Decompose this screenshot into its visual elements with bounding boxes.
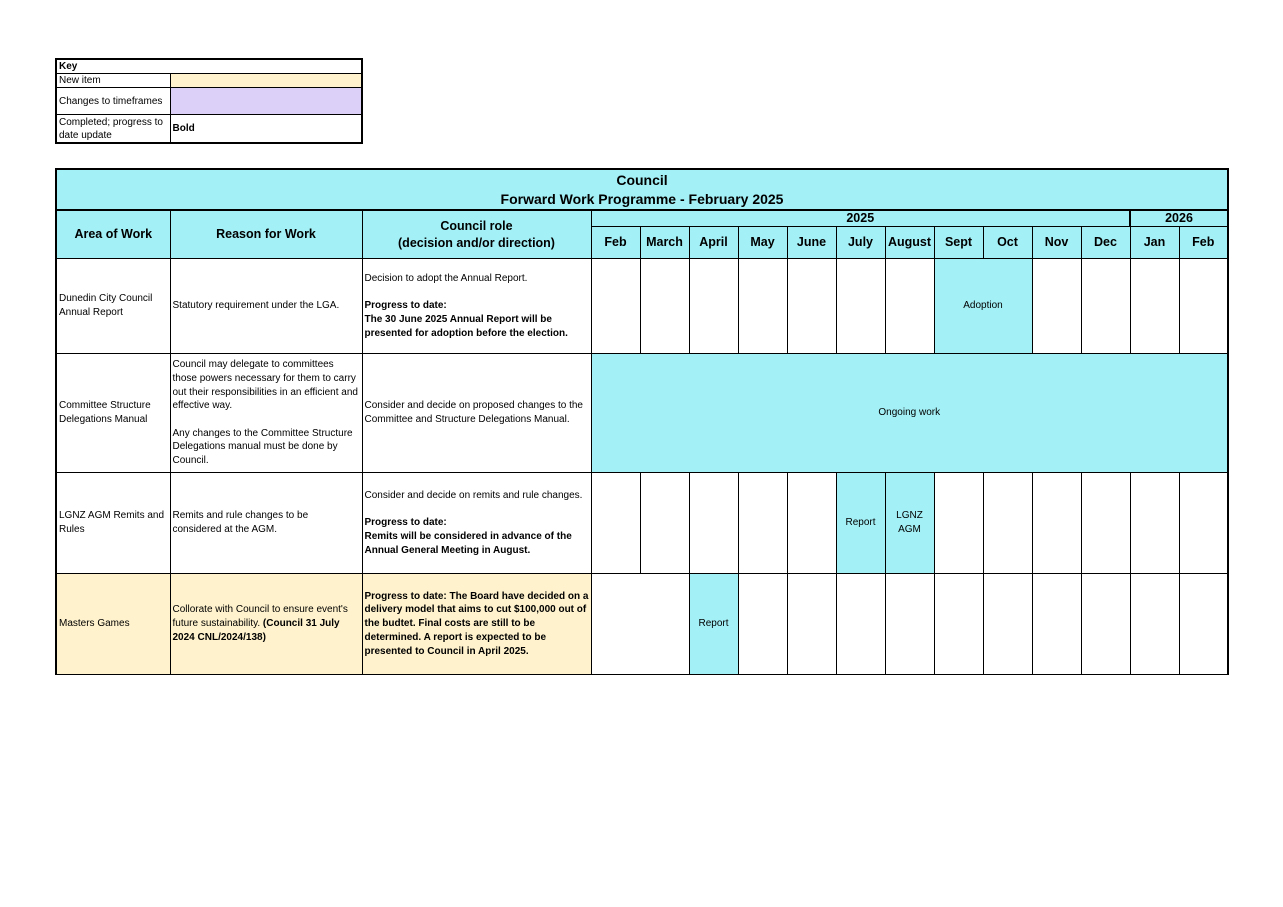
key-changes-swatch [170, 88, 362, 115]
row-role-lgnz [362, 473, 591, 574]
header-month-feb: Feb [591, 227, 640, 259]
header-month-jan: Jan [1130, 227, 1179, 259]
timeline-cell [1032, 259, 1081, 354]
table-title [56, 169, 1228, 210]
timeline-cell [640, 473, 689, 574]
row-area-annual-report: Dunedin City Council Annual Report [56, 259, 170, 354]
key-new-item-label: New item [56, 74, 170, 88]
key-completed-swatch: Bold [170, 115, 362, 144]
row-area-masters-games: Masters Games [56, 574, 170, 675]
timeline-cell [885, 259, 934, 354]
table-row [56, 354, 1228, 473]
timeline-cell [689, 259, 738, 354]
timeline-august-lgnz-agm: LGNZ AGM [885, 473, 934, 574]
timeline-cell [836, 259, 885, 354]
forward-work-programme-table [55, 168, 1229, 675]
timeline-cell [787, 473, 836, 574]
timeline-cell [934, 574, 983, 675]
progress-label: Progress to date: [364, 517, 447, 529]
header-council-role-line1: Council role [440, 218, 513, 233]
timeline-cell [1032, 473, 1081, 574]
timeline-cell [983, 574, 1032, 675]
header-council-role [362, 210, 591, 259]
row-reason-committee-structure [170, 354, 362, 473]
header-reason-for-work: Reason for Work [170, 210, 362, 259]
header-month-nov: Nov [1032, 227, 1081, 259]
timeline-ongoing-work: Ongoing work [591, 354, 1228, 473]
header-month-dec: Dec [1081, 227, 1130, 259]
timeline-cell [934, 473, 983, 574]
timeline-cell [591, 574, 689, 675]
timeline-cell [1081, 473, 1130, 574]
header-month-august: August [885, 227, 934, 259]
key-title: Key [56, 59, 362, 74]
key-table [55, 58, 363, 144]
table-row [56, 574, 1228, 675]
timeline-april-report: Report [689, 574, 738, 675]
timeline-cell [640, 259, 689, 354]
timeline-cell [1179, 473, 1228, 574]
table-row [56, 259, 1228, 354]
row-area-committee-structure: Committee Structure Delegations Manual [56, 354, 170, 473]
header-month-july: July [836, 227, 885, 259]
row-area-lgnz: LGNZ AGM Remits and Rules [56, 473, 170, 574]
timeline-cell [1130, 574, 1179, 675]
header-month-june: June [787, 227, 836, 259]
title-line: Council [616, 171, 668, 188]
progress-text: The 30 June 2025 Annual Report will be presented for adoption before the election. [364, 313, 568, 339]
reason-paragraph-2: Any changes to the Committee Structure Delegations manual must be done by Council. [172, 427, 353, 467]
timeline-cell [1081, 574, 1130, 675]
timeline-cell [1179, 574, 1228, 675]
header-month-april: April [689, 227, 738, 259]
timeline-cell [1130, 473, 1179, 574]
timeline-july-report: Report [836, 473, 885, 574]
row-role-annual-report [362, 259, 591, 354]
row-reason-lgnz: Remits and rule changes to be considered at the AGM. [170, 473, 362, 574]
key-new-item-swatch [170, 74, 362, 88]
timeline-cell [738, 259, 787, 354]
timeline-cell [689, 473, 738, 574]
header-month-feb-2026: Feb [1179, 227, 1228, 259]
timeline-cell [738, 574, 787, 675]
reason-plain: Collorate with Council to ensure event's future sustainability. [172, 604, 348, 630]
header-month-sept: Sept [934, 227, 983, 259]
key-changes-label: Changes to timeframes [56, 88, 170, 115]
row-role-committee-structure: Consider and decide on proposed changes to the Committee and Structure Delegations Manual. [362, 354, 591, 473]
header-council-role-line2: (decision and/or direction) [398, 235, 555, 250]
role-text: Decision to adopt the Annual Report. [364, 272, 528, 284]
row-reason-annual-report: Statutory requirement under the LGA. [170, 259, 362, 354]
header-year-2025: 2025 [591, 210, 1130, 227]
timeline-cell [885, 574, 934, 675]
timeline-cell [738, 473, 787, 574]
header-year-2026: 2026 [1130, 210, 1228, 227]
timeline-cell [836, 574, 885, 675]
header-month-march: March [640, 227, 689, 259]
key-completed-label: Completed; progress to date update [56, 115, 170, 144]
subtitle-line: Forward Work Programme - February 2025 [500, 190, 784, 207]
role-text: Consider and decide on remits and rule changes. [364, 489, 583, 501]
timeline-cell [1179, 259, 1228, 354]
timeline-cell [591, 259, 640, 354]
progress-label: Progress to date: [364, 300, 447, 312]
row-role-masters-games: Progress to date: The Board have decided on a delivery model that aims to cut $100,000 out of the budtet. Final costs are still to be determined. A report is expected to be presented to Council in April 2025. [362, 574, 591, 675]
row-reason-masters-games [170, 574, 362, 675]
timeline-cell [1130, 259, 1179, 354]
timeline-adoption: Adoption [934, 259, 1032, 354]
reason-reference: (Council 31 July 2024 CNL/2024/138) [172, 618, 340, 643]
timeline-cell [983, 473, 1032, 574]
header-month-oct: Oct [983, 227, 1032, 259]
timeline-cell [1081, 259, 1130, 354]
timeline-cell [1032, 574, 1081, 675]
timeline-cell [787, 259, 836, 354]
progress-text: Remits will be considered in advance of the Annual General Meeting in August. [364, 530, 572, 556]
timeline-cell [591, 473, 640, 574]
timeline-cell [787, 574, 836, 675]
header-month-may: May [738, 227, 787, 259]
table-row [56, 473, 1228, 574]
header-area-of-work: Area of Work [56, 210, 170, 259]
reason-paragraph-1: Council may delegate to committees those powers necessary for them to carry out their responsibilities in an efficient and effective way. [172, 359, 358, 412]
